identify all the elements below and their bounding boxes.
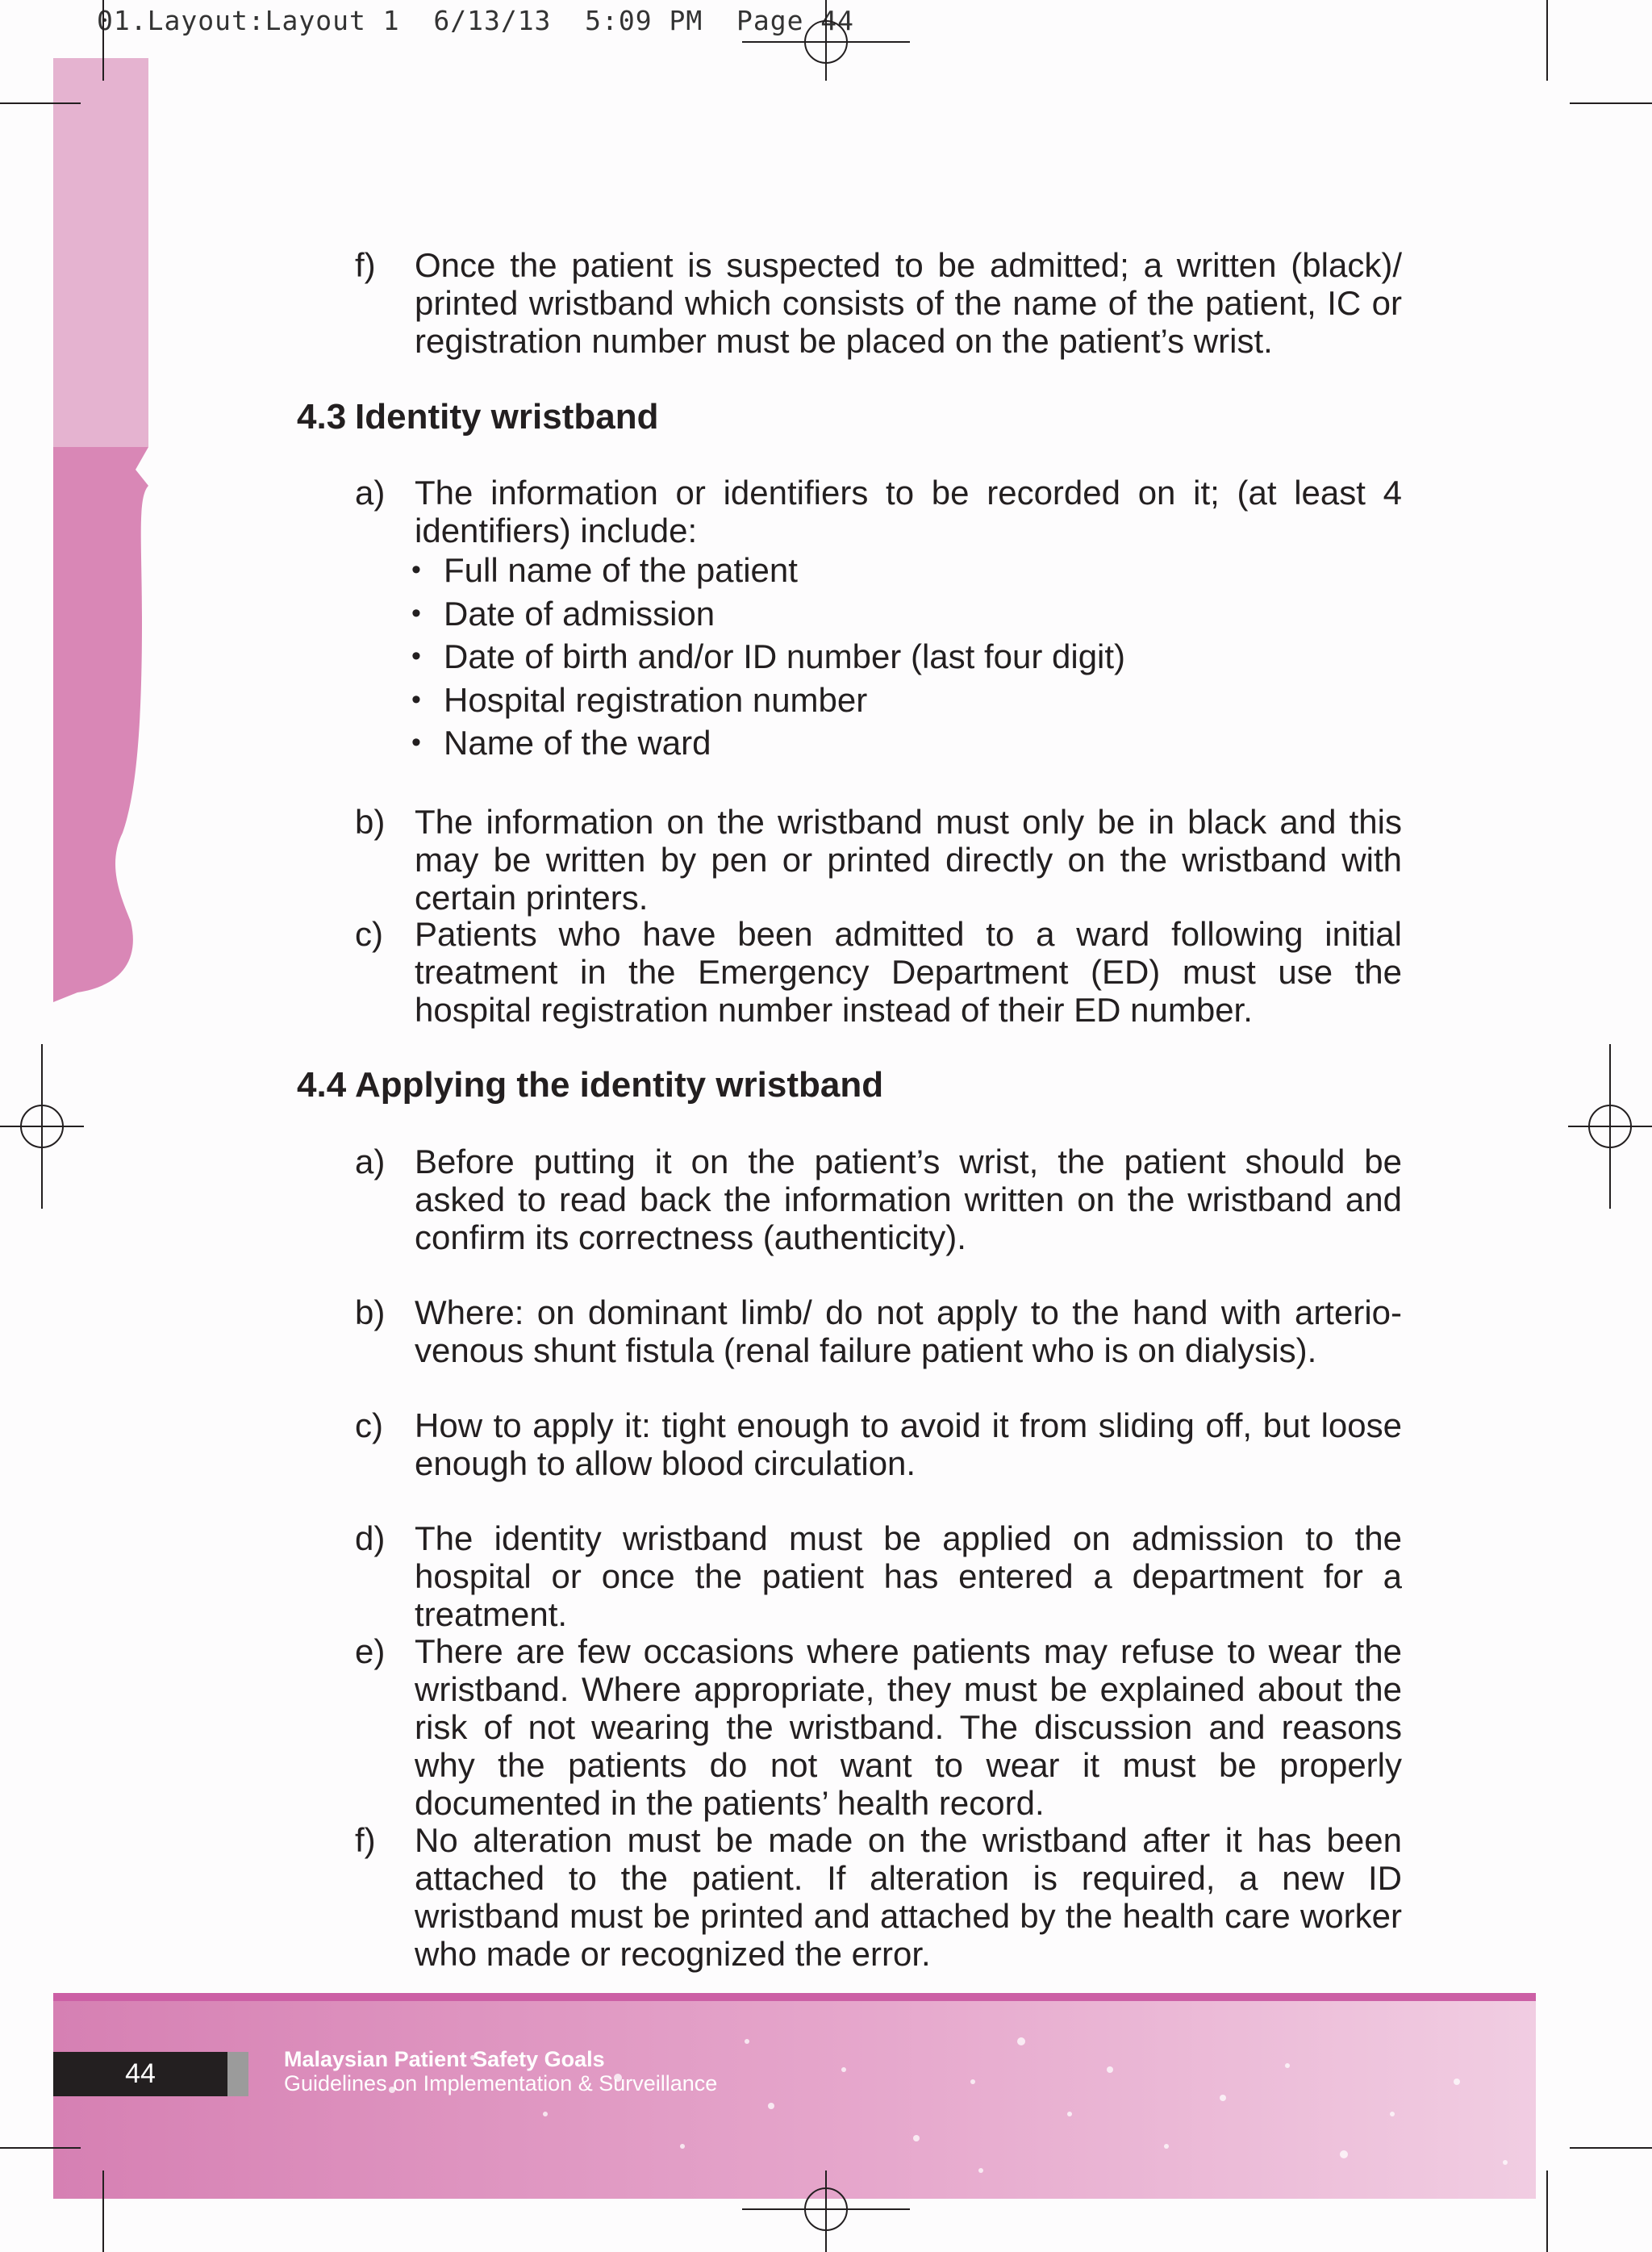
list-item: • Hospital registration number [411,679,1125,722]
item-marker: a) [355,1143,386,1180]
list-item: • Name of the ward [411,721,1125,765]
paragraph-read-back: Before putting it on the patient’s wrist, the patient should be asked to read back the information written on the wristband and confirm its correctness (authenticity). [415,1143,1402,1256]
paragraph-how-to-apply: How to apply it: tight enough to avoid it from sliding off, but loose enough to allow blood circulation. [415,1406,1402,1482]
section-heading-4-3 [297,397,658,437]
printer-slug: 01.Layout:Layout 1 6/13/13 5:09 PM Page 44 [97,5,855,36]
footer-subtitle: Guidelines on Implementation & Surveillance [284,2071,718,2095]
list-item: • Date of admission [411,592,1125,636]
paragraph-where: Where: on dominant limb/ do not apply to the hand with arterio-venous shunt fistula (renal failure patient who is on dialysis). [415,1293,1402,1369]
paragraph-refusal: There are few occasions where patients may refuse to wear the wristband. Where appropriate, they must be explained about the risk of not wearing the wristband. The discussion and reasons why the patients do not want to wear it must be properly documented in the patients’ health record. [415,1632,1402,1822]
item-marker: f) [355,1821,376,1859]
section-heading-4-4 [297,1065,883,1105]
item-marker: d) [355,1519,386,1557]
item-marker: e) [355,1632,386,1670]
identifier-list [411,549,1125,765]
section-title: Applying the identity wristband [355,1065,884,1105]
section-number: 4.4 [297,1065,347,1105]
paragraph-no-alteration: No alteration must be made on the wristband after it has been attached to the patient. If alteration is required, a new ID wristband must be printed and attached by the health care worker who made or recognized the error. [415,1821,1402,1973]
footer-band [53,1993,1536,2199]
item-marker: b) [355,1293,386,1331]
paragraph-black-ink: The information on the wristband must only be in black and this may be written by pen or printed directly on the wristband with certain printers. [415,803,1402,917]
page-number: 44 [53,2052,227,2096]
list-item: • Full name of the patient [411,549,1125,592]
side-tab-light [53,58,148,447]
paragraph-ed-number: Patients who have been admitted to a ward following initial treatment in the Emergency Department (ED) must use the hospital registration number instead of their ED number. [415,915,1402,1029]
item-marker: c) [355,915,383,953]
item-marker: c) [355,1406,383,1444]
registration-mark-right [1568,1044,1652,1209]
section-title: Identity wristband [355,397,659,437]
side-tab-dark [53,447,148,1002]
registration-mark-left [0,1044,84,1209]
side-tab-decoration [53,58,158,1002]
item-marker: f) [355,246,376,284]
item-marker: b) [355,803,386,841]
paragraph-f-admission: Once the patient is suspected to be admitted; a written (black)/ printed wristband which consists of the name of the patient, IC or registration number must be placed on the patient’s wrist. [415,246,1402,360]
paragraph-on-admission: The identity wristband must be applied on admission to the hospital or once the patient has entered a department for a treatment. [415,1519,1402,1633]
list-item: • Date of birth and/or ID number (last four digit) [411,635,1125,679]
paragraph-identifiers: The information or identifiers to be recorded on it; (at least 4 identifiers) include: [415,474,1402,549]
footer-title: Malaysian Patient Safety Goals [284,2047,605,2071]
item-marker: a) [355,474,386,512]
section-number: 4.3 [297,397,347,437]
